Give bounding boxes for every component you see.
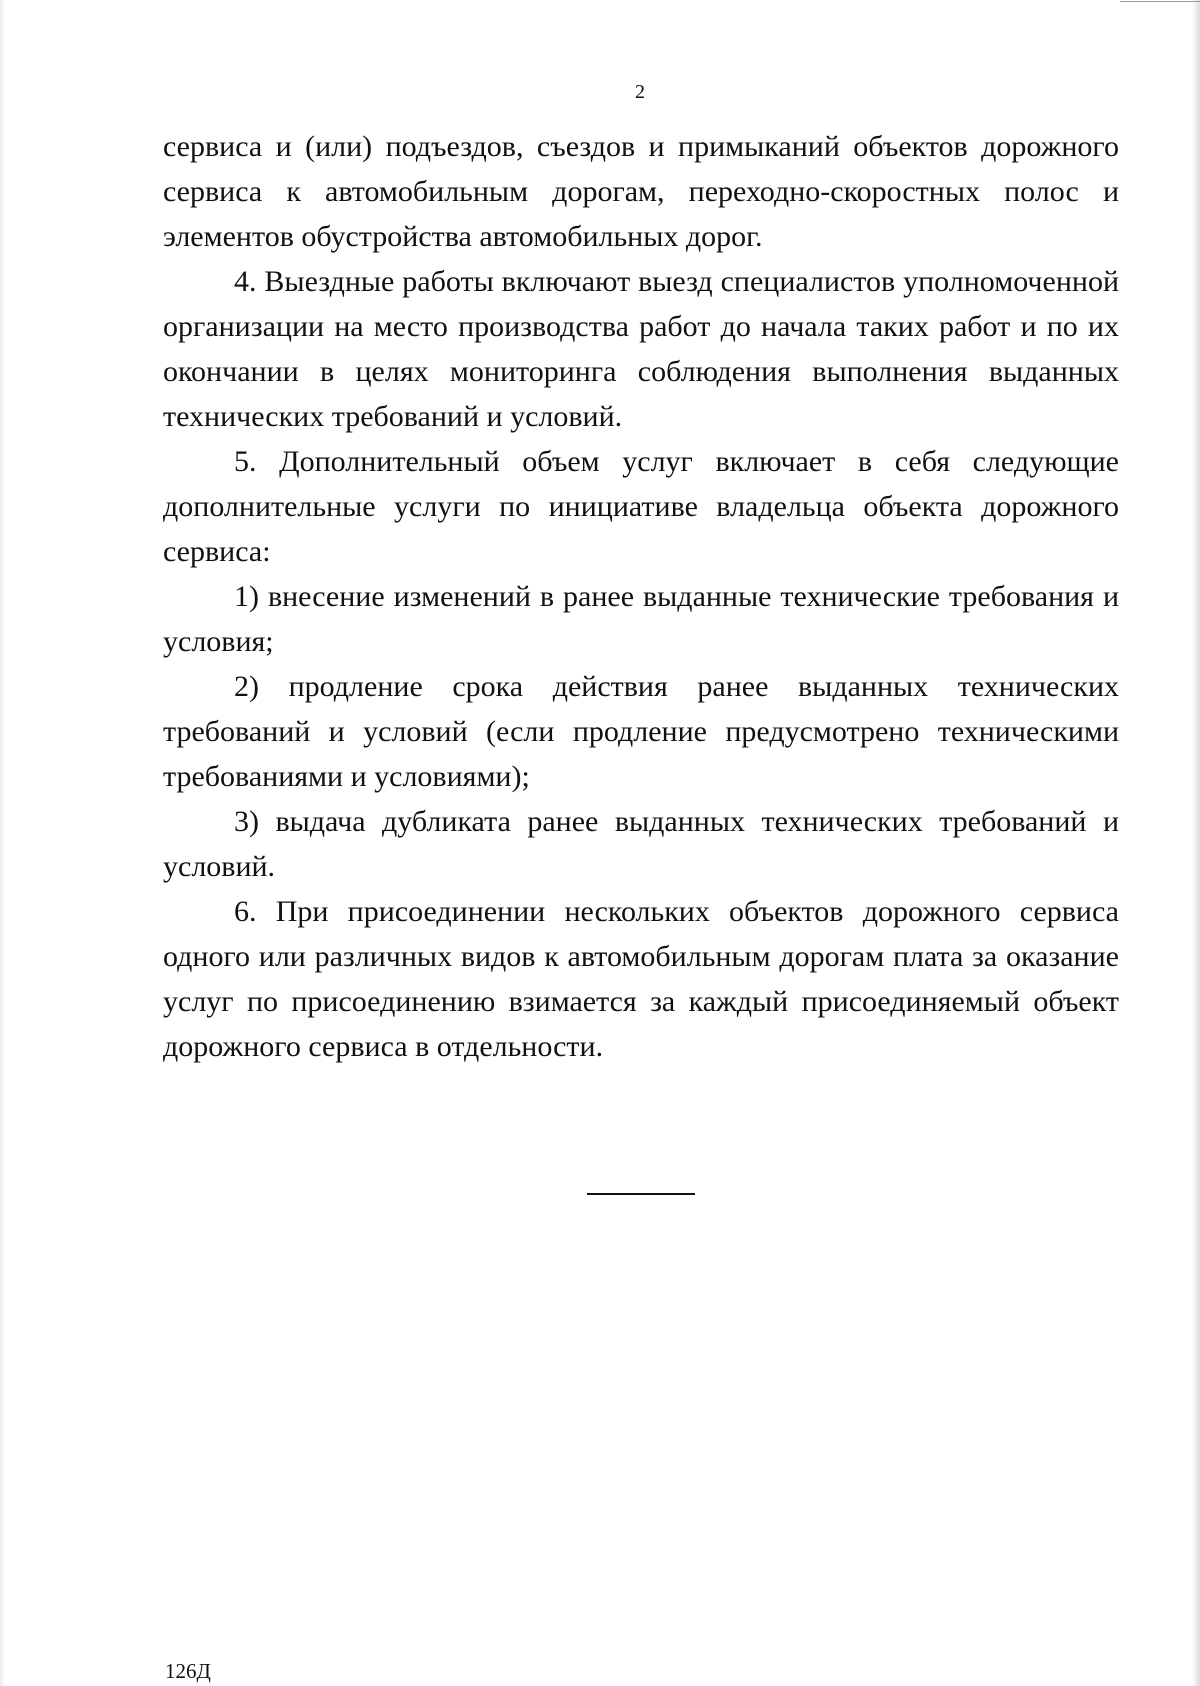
paragraph-item-5: 5. Дополнительный объем услуг включает в себя следующие дополнительные услуги по инициативе владельца объекта дорожного сервиса: [163, 445, 1119, 568]
scan-edge-right [1192, 0, 1200, 1686]
scan-edge-left [0, 0, 5, 1686]
subitem-3: 3) выдача дубликата ранее выданных технических требований и условий. [163, 805, 1119, 883]
paragraph-continuation: сервиса и (или) подъездов, съездов и примыканий объектов дорожного сервиса к автомобильным дорогам, переходно-скоростных полос и элементов обустройства автомобильных дорог. [163, 130, 1119, 253]
paragraph-item-6: 6. При присоединении нескольких объектов дорожного сервиса одного или различных видов к автомобильным дорогам плата за оказание услуг по присоединению взимается за каждый присоединяемый объект дорожного сервиса в отдельности. [163, 895, 1119, 1063]
subitem-1: 1) внесение изменений в ранее выданные технические требования и условия; [163, 580, 1119, 658]
document-body [163, 124, 1119, 1069]
scan-corner-line [1120, 1, 1200, 2]
document-code: 126Д [165, 1659, 211, 1683]
end-divider [587, 1193, 695, 1195]
paragraph-item-4: 4. Выездные работы включают выезд специалистов уполномоченной организации на место производства работ до начала таких работ и по их окончании в целях мониторинга соблюдения выполнения выданных технических требований и условий. [163, 265, 1119, 433]
subitem-2: 2) продление срока действия ранее выданных технических требований и условий (если продление предусмотрено техническими требованиями и условиями); [163, 670, 1119, 793]
page-number: 2 [635, 81, 645, 103]
